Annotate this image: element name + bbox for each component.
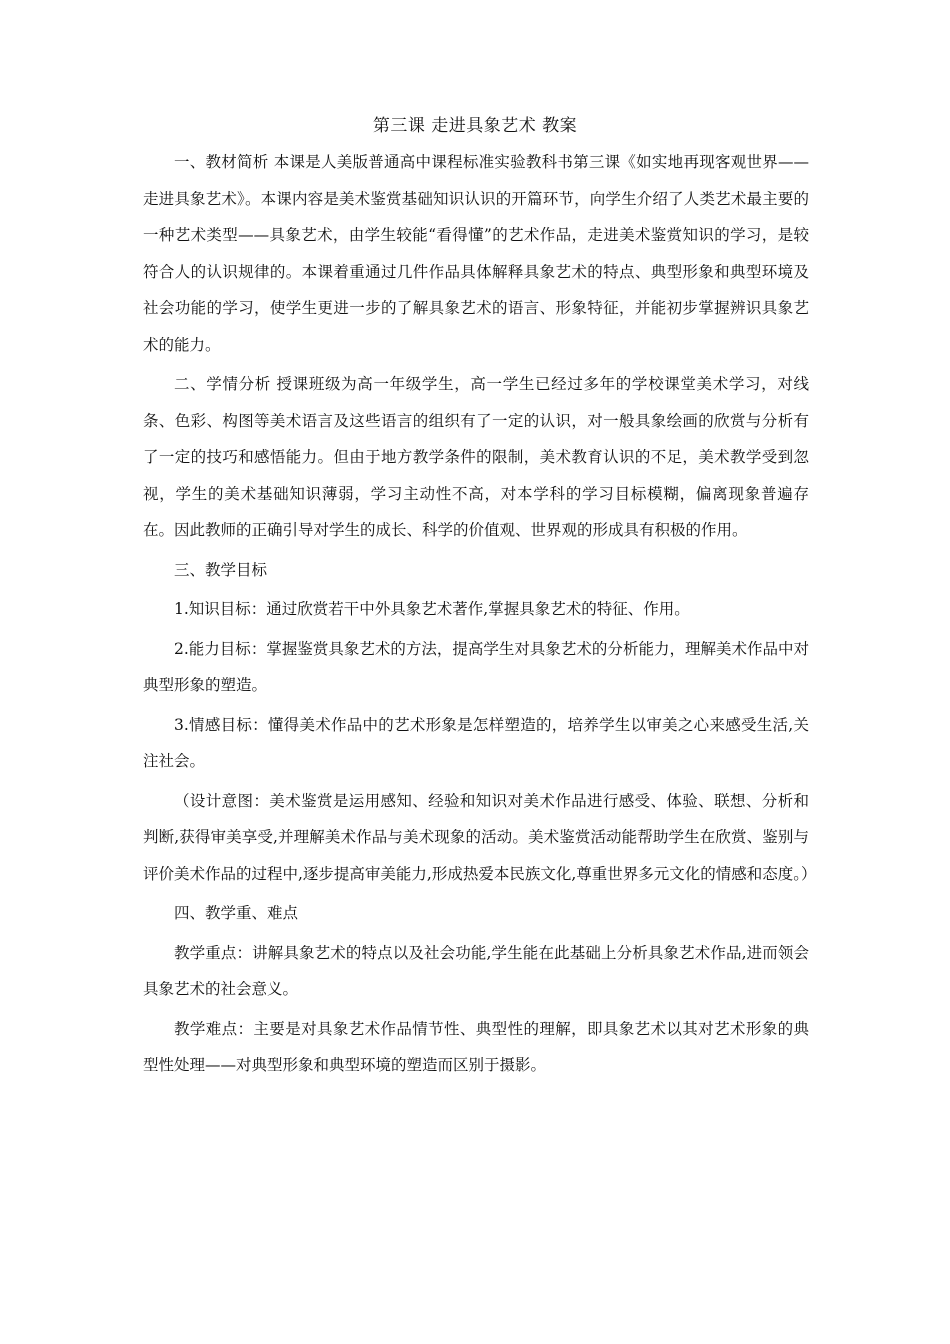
document-title: 第三课 走进具象艺术 教案	[372, 116, 578, 136]
objective-knowledge: 1.知识目标：通过欣赏若干中外具象艺术著作,掌握具象艺术的特征、作用。	[174, 600, 690, 618]
section-heading-key-points: 四、教学重、难点	[174, 904, 299, 922]
section-textbook-analysis: 一、教材简析 本课是人美版普通高中课程标准实验教科书第三课《如实地再现客观世界——走进具象艺术》。本课内容是美术鉴赏基础知识认识的开篇环节，向学生介绍了人类艺术最主要的一种艺术类型——具象艺术，由学生较能“看得懂”的艺术作品，走进美术鉴赏知识的学习，是较符合人的认识规律的。本课着重通过几件作品具体解释具象艺术的特点、典型形象和典型环境及社会功能的学习，使学生更进一步的了解具象艺术的语言、形象特征，并能初步掌握辨识具象艺术的能力。	[143, 153, 809, 354]
teaching-key-point: 教学重点：讲解具象艺术的特点以及社会功能,学生能在此基础上分析具象艺术作品,进而领会具象艺术的社会意义。	[143, 943, 809, 998]
objective-emotion: 3.情感目标：懂得美术作品中的艺术形象是怎样塑造的，培养学生以审美之心来感受生活,关注社会。	[143, 715, 809, 770]
design-intent-note: （设计意图：美术鉴赏是运用感知、经验和知识对美术作品进行感受、体验、联想、分析和判断,获得审美享受,并理解美术作品与美术现象的活动。美术鉴赏活动能帮助学生在欣赏、鉴别与评价美术作品的过程中,逐步提高审美能力,形成热爱本民族文化,尊重世界多元文化的情感和态度。）	[143, 791, 817, 883]
section-student-analysis: 二、学情分析 授课班级为高一年级学生，高一学生已经过多年的学校课堂美术学习，对线条、色彩、构图等美术语言及这些语言的组织有了一定的认识，对一般具象绘画的欣赏与分析有了一定的技巧和感悟能力。但由于地方教学条件的限制，美术教育认识的不足，美术教学受到忽视，学生的美术基础知识薄弱，学习主动性不高，对本学科的学习目标模糊，偏离现象普遍存在。因此教师的正确引导对学生的成长、科学的价值观、世界观的形成具有积极的作用。	[143, 375, 809, 539]
teaching-difficulty: 教学难点：主要是对具象艺术作品情节性、典型性的理解，即具象艺术以其对艺术形象的典型性处理——对典型形象和典型环境的塑造而区别于摄影。	[143, 1019, 809, 1074]
section-heading-objectives: 三、教学目标	[174, 560, 268, 579]
document-body	[143, 144, 817, 1084]
objective-ability: 2.能力目标：掌握鉴赏具象艺术的方法，提高学生对具象艺术的分析能力，理解美术作品中对典型形象的塑造。	[143, 639, 809, 694]
